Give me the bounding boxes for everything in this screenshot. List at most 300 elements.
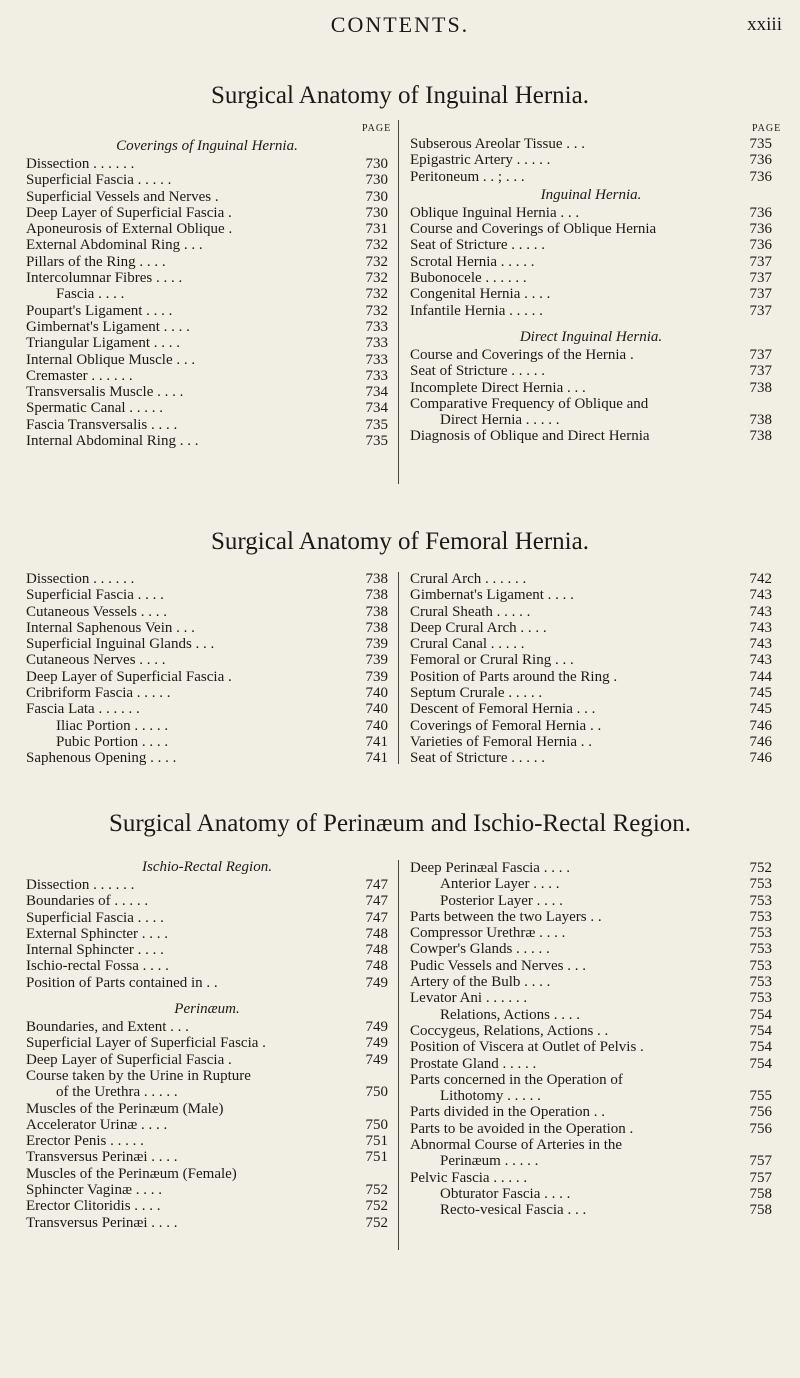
toc-entry-page: 747 <box>365 893 388 910</box>
toc-entry-page: 741 <box>365 733 388 750</box>
toc-entry-page: 743 <box>749 603 772 620</box>
toc-entry-title: Internal Oblique Muscle . . . <box>26 351 196 368</box>
toc-entry-title: Superficial Fascia . . . . <box>26 587 164 604</box>
toc-entry-page: 758 <box>749 1202 772 1219</box>
toc-entry <box>26 1117 388 1133</box>
toc-entry <box>410 1153 772 1169</box>
running-title: CONTENTS. <box>330 12 470 37</box>
toc-entry <box>410 169 772 185</box>
toc-entry-title: Deep Layer of Superficial Fascia . <box>26 204 232 221</box>
toc-entry-page: 735 <box>365 433 388 450</box>
toc-entry-page: 730 <box>365 172 388 189</box>
toc-entry <box>26 926 388 942</box>
toc-entry <box>26 1019 388 1035</box>
toc-entry-title: Artery of the Bulb . . . . <box>410 974 551 991</box>
toc-entry-title: Fascia . . . . <box>56 286 125 303</box>
toc-entry <box>410 1056 772 1072</box>
toc-entry-page: 746 <box>749 750 772 767</box>
toc-entry <box>410 701 772 717</box>
toc-entry-page: 740 <box>365 701 388 718</box>
toc-entry-title: Relations, Actions . . . . <box>440 1006 580 1023</box>
toc-entry <box>26 1198 388 1214</box>
toc-entry-title: Peritoneum . . ; . . . <box>410 168 525 185</box>
toc-entry-page: 733 <box>365 335 388 352</box>
toc-entry-page: 737 <box>749 302 772 319</box>
toc-entry-title: Position of Parts around the Ring . <box>410 668 618 685</box>
toc-entry-page: 742 <box>749 571 772 587</box>
toc-entry <box>410 428 772 444</box>
toc-entry-page: 730 <box>365 188 388 205</box>
toc-entry-title: Superficial Fascia . . . . <box>26 909 164 926</box>
toc-entry-title: Oblique Inguinal Hernia . . . <box>410 204 580 221</box>
toc-entry-page: 752 <box>365 1214 388 1231</box>
toc-entry <box>410 1104 772 1120</box>
toc-entry-title: Superficial Inguinal Glands . . . <box>26 636 215 653</box>
toc-entry-page: 745 <box>749 685 772 702</box>
toc-entry-title: Sphincter Vaginæ . . . . <box>26 1182 162 1199</box>
toc-entry <box>410 152 772 168</box>
toc-entry-page: 736 <box>749 204 772 221</box>
toc-entry-page: 737 <box>749 286 772 303</box>
toc-entry <box>410 636 772 652</box>
toc-entry <box>410 941 772 957</box>
toc-entry-title: Incomplete Direct Hernia . . . <box>410 379 586 396</box>
toc-entry-page: 743 <box>749 619 772 636</box>
toc-entry <box>26 303 388 319</box>
toc-entry <box>410 1039 772 1055</box>
toc-entry-title: Seat of Stricture . . . . . <box>410 363 545 380</box>
toc-entry <box>26 701 388 717</box>
toc-entry-title: Cowper's Glands . . . . . <box>410 941 550 958</box>
toc-entry-title: Compressor Urethræ . . . . <box>410 925 566 942</box>
femoral-right-column <box>410 571 772 767</box>
toc-entry <box>26 433 388 449</box>
toc-entry-title: Gimbernat's Ligament . . . . <box>26 318 190 335</box>
toc-entry-page: 747 <box>365 877 388 893</box>
toc-entry <box>410 136 772 152</box>
toc-entry <box>410 380 772 396</box>
toc-entry <box>26 750 388 766</box>
toc-entry <box>26 352 388 368</box>
toc-entry <box>410 958 772 974</box>
toc-entry-title: Pudic Vessels and Nerves . . . <box>410 957 586 974</box>
toc-entry <box>410 286 772 302</box>
toc-entry-page: 749 <box>365 1019 388 1036</box>
toc-entry-page: 743 <box>749 652 772 669</box>
toc-entry-page: 750 <box>365 1084 388 1101</box>
toc-entry-title: Descent of Femoral Hernia . . . <box>410 701 596 718</box>
toc-entry-title: Dissection . . . . . . <box>26 571 135 587</box>
toc-entry-page: 749 <box>365 1051 388 1068</box>
toc-entry-page: 737 <box>749 363 772 380</box>
toc-entry-title: Fascia Lata . . . . . . <box>26 701 140 718</box>
toc-entry <box>410 1007 772 1023</box>
toc-entry-page: 752 <box>749 860 772 876</box>
toc-entry <box>410 925 772 941</box>
toc-entry <box>26 384 388 400</box>
toc-entry <box>410 303 772 319</box>
toc-entry-continued: Muscles of the Perinæum (Female) <box>26 1165 237 1182</box>
toc-entry-page: 753 <box>749 876 772 893</box>
toc-entry-page: 738 <box>749 379 772 396</box>
toc-entry-title: Transversus Perinæi . . . . <box>26 1149 178 1166</box>
toc-entry-title: Parts to be avoided in the Operation . <box>410 1120 634 1137</box>
toc-entry-page: 735 <box>749 136 772 152</box>
toc-entry-title: Internal Abdominal Ring . . . <box>26 433 199 450</box>
toc-entry-title: External Sphincter . . . . <box>26 925 169 942</box>
toc-entry <box>26 189 388 205</box>
toc-entry-page: 746 <box>749 717 772 734</box>
toc-entry <box>410 990 772 1006</box>
toc-entry <box>410 412 772 428</box>
toc-entry-page: 733 <box>365 351 388 368</box>
toc-entry <box>410 909 772 925</box>
toc-entry-title: Superficial Vessels and Nerves . <box>26 188 219 205</box>
toc-entry-page: 739 <box>365 668 388 685</box>
toc-entry-page: 738 <box>749 412 772 429</box>
toc-entry-page: 738 <box>749 428 772 445</box>
toc-entry <box>26 1052 388 1068</box>
toc-entry <box>410 652 772 668</box>
toc-entry-page: 741 <box>365 750 388 767</box>
toc-entry <box>26 1035 388 1051</box>
toc-entry-title: Posterior Layer . . . . <box>440 892 563 909</box>
toc-entry <box>410 347 772 363</box>
toc-entry-title: Iliac Portion . . . . . <box>56 717 169 734</box>
toc-entry-title: Fascia Transversalis . . . . <box>26 416 178 433</box>
toc-entry-title: Obturator Fascia . . . . <box>440 1185 571 1202</box>
toc-entry-title: Erector Penis . . . . . <box>26 1133 144 1150</box>
toc-entry-page: 754 <box>749 1006 772 1023</box>
toc-entry-page: 753 <box>749 957 772 974</box>
toc-entry-page: 749 <box>365 974 388 991</box>
toc-entry-page: 752 <box>365 1198 388 1215</box>
toc-entry-page: 731 <box>365 221 388 238</box>
toc-entry <box>26 604 388 620</box>
inguinal-left-column <box>26 136 388 449</box>
toc-entry <box>26 620 388 636</box>
toc-entry-page: 735 <box>365 416 388 433</box>
toc-entry-page: 739 <box>365 652 388 669</box>
toc-entry <box>410 718 772 734</box>
toc-entry-page: 751 <box>365 1149 388 1166</box>
toc-entry <box>410 221 772 237</box>
toc-entry-page: 738 <box>365 603 388 620</box>
toc-entry-page: 732 <box>365 237 388 254</box>
toc-entry <box>26 335 388 351</box>
toc-entry <box>26 877 388 893</box>
toc-entry <box>410 1088 772 1104</box>
toc-entry-continued: Comparative Frequency of Oblique and <box>410 395 649 412</box>
toc-entry-page: 737 <box>749 346 772 363</box>
toc-entry-page: 732 <box>365 302 388 319</box>
toc-entry-title: Direct Hernia . . . . . <box>440 412 560 429</box>
toc-entry-title: Prostate Gland . . . . . <box>410 1055 537 1072</box>
toc-entry-title: Aponeurosis of External Oblique . <box>26 221 233 238</box>
toc-entry-page: 743 <box>749 587 772 604</box>
toc-entry <box>26 1133 388 1149</box>
toc-entry-title: Dissection . . . . . . <box>26 156 135 172</box>
toc-entry <box>26 237 388 253</box>
toc-entry <box>26 319 388 335</box>
toc-entry <box>26 669 388 685</box>
toc-entry-page: 755 <box>749 1088 772 1105</box>
toc-entry-page: 737 <box>749 270 772 287</box>
perineum-left-column <box>26 857 388 1231</box>
subsection-heading: Coverings of Inguinal Hernia. <box>116 138 298 154</box>
toc-entry-page: 754 <box>749 1022 772 1039</box>
toc-entry-page: 754 <box>749 1055 772 1072</box>
toc-entry-title: Pubic Portion . . . . <box>56 733 169 750</box>
toc-entry-title: Superficial Fascia . . . . . <box>26 172 172 189</box>
toc-entry-title: Deep Perinæal Fascia . . . . <box>410 860 570 876</box>
toc-entry-title: Deep Layer of Superficial Fascia . <box>26 668 232 685</box>
toc-entry-page: 750 <box>365 1116 388 1133</box>
toc-entry-title: Perinæum . . . . . <box>440 1153 539 1170</box>
toc-entry-page: 756 <box>749 1104 772 1121</box>
toc-entry-title: Coverings of Femoral Hernia . . <box>410 717 602 734</box>
toc-entry <box>410 876 772 892</box>
toc-entry <box>410 237 772 253</box>
page-column-label-left: PAGE <box>362 123 392 134</box>
toc-entry-page: 758 <box>749 1185 772 1202</box>
toc-entry-title: Cutaneous Nerves . . . . <box>26 652 166 669</box>
toc-entry-title: Transversus Perinæi . . . . <box>26 1214 178 1231</box>
toc-entry-page: 730 <box>365 204 388 221</box>
toc-entry <box>410 974 772 990</box>
toc-entry-title: Parts between the two Layers . . <box>410 908 602 925</box>
column-divider <box>398 120 399 484</box>
femoral-left-column <box>26 571 388 767</box>
toc-entry-title: Diagnosis of Oblique and Direct Hernia <box>410 428 650 445</box>
toc-entry-page: 753 <box>749 925 772 942</box>
toc-entry-continued: Parts concerned in the Operation of <box>410 1071 623 1088</box>
toc-entry-title: Internal Saphenous Vein . . . <box>26 619 195 636</box>
toc-entry <box>26 942 388 958</box>
toc-entry <box>26 254 388 270</box>
toc-entry-page: 747 <box>365 909 388 926</box>
subsection-heading: Direct Inguinal Hernia. <box>519 328 663 345</box>
toc-entry <box>26 400 388 416</box>
toc-entry-title: Triangular Ligament . . . . <box>26 335 181 352</box>
toc-entry <box>26 893 388 909</box>
toc-entry <box>410 620 772 636</box>
toc-entry-page: 743 <box>749 636 772 653</box>
toc-entry-page: 746 <box>749 733 772 750</box>
subsection-heading: Inguinal Hernia. <box>540 186 642 203</box>
toc-entry-title: Ischio-rectal Fossa . . . . <box>26 958 169 975</box>
toc-entry-title: Accelerator Urinæ . . . . <box>26 1116 168 1133</box>
toc-entry <box>26 734 388 750</box>
toc-entry-title: Course and Coverings of Oblique Hernia <box>410 221 657 238</box>
toc-entry-page: 732 <box>365 253 388 270</box>
toc-entry-title: Bubonocele . . . . . . <box>410 270 527 287</box>
toc-entry-page: 734 <box>365 384 388 401</box>
toc-entry-title: External Abdominal Ring . . . <box>26 237 203 254</box>
inguinal-right-column <box>410 136 772 445</box>
toc-entry-page: 751 <box>365 1133 388 1150</box>
toc-entry-title: Intercolumnar Fibres . . . . <box>26 270 183 287</box>
toc-entry <box>26 205 388 221</box>
toc-entry-page: 733 <box>365 367 388 384</box>
toc-entry-page: 740 <box>365 685 388 702</box>
toc-entry <box>26 172 388 188</box>
toc-entry-title: Seat of Stricture . . . . . <box>410 237 545 254</box>
toc-entry-page: 734 <box>365 400 388 417</box>
toc-entry <box>26 910 388 926</box>
toc-entry <box>410 734 772 750</box>
toc-entry <box>26 718 388 734</box>
toc-entry-title: Congenital Hernia . . . . <box>410 286 551 303</box>
toc-entry-title: Gimbernat's Ligament . . . . <box>410 587 574 604</box>
toc-entry <box>410 604 772 620</box>
subsection-heading: Ischio-Rectal Region. <box>142 859 272 875</box>
toc-entry-title: Infantile Hernia . . . . . <box>410 302 543 319</box>
toc-entry <box>26 571 388 587</box>
toc-entry-page: 753 <box>749 974 772 991</box>
toc-entry-page: 752 <box>365 1182 388 1199</box>
toc-entry <box>410 571 772 587</box>
toc-entry-title: Parts divided in the Operation . . <box>410 1104 605 1121</box>
toc-entry-page: 753 <box>749 892 772 909</box>
toc-entry-page: 748 <box>365 925 388 942</box>
section-title-perineum: Surgical Anatomy of Perinæum and Ischio-Rectal Region. <box>108 810 692 837</box>
toc-entry <box>410 587 772 603</box>
section-title-inguinal: Surgical Anatomy of Inguinal Hernia. <box>211 82 589 109</box>
toc-entry-page: 745 <box>749 701 772 718</box>
toc-entry-page: 736 <box>749 221 772 238</box>
toc-entry <box>410 1170 772 1186</box>
toc-entry-title: Saphenous Opening . . . . <box>26 750 177 767</box>
toc-entry-page: 756 <box>749 1120 772 1137</box>
toc-entry-page: 738 <box>365 619 388 636</box>
toc-entry-title: Internal Sphincter . . . . <box>26 942 164 959</box>
column-divider <box>398 572 399 764</box>
toc-entry-title: Pelvic Fascia . . . . . <box>410 1169 528 1186</box>
toc-entry-page: 739 <box>365 636 388 653</box>
toc-entry-page: 740 <box>365 717 388 734</box>
toc-entry-title: Coccygeus, Relations, Actions . . <box>410 1022 609 1039</box>
toc-entry <box>26 1215 388 1231</box>
toc-entry-title: Position of Viscera at Outlet of Pelvis . <box>410 1039 644 1056</box>
toc-entry-title: Femoral or Crural Ring . . . <box>410 652 574 669</box>
toc-entry-title: Dissection . . . . . . <box>26 877 135 893</box>
toc-entry <box>410 363 772 379</box>
toc-entry-page: 733 <box>365 318 388 335</box>
toc-entry-page: 757 <box>749 1169 772 1186</box>
toc-entry <box>26 636 388 652</box>
toc-entry <box>410 750 772 766</box>
toc-entry-page: 736 <box>749 237 772 254</box>
toc-entry <box>410 254 772 270</box>
toc-entry <box>26 417 388 433</box>
running-header <box>0 12 800 42</box>
page-column-label-right: PAGE <box>752 123 782 134</box>
toc-entry <box>26 368 388 384</box>
toc-entry <box>26 587 388 603</box>
toc-entry-continued: Course taken by the Urine in Rupture <box>26 1067 251 1084</box>
toc-entry-continued: Abnormal Course of Arteries in the <box>410 1137 623 1154</box>
toc-entry-page: 730 <box>365 156 388 172</box>
toc-entry-title: Boundaries, and Extent . . . <box>26 1019 189 1036</box>
perineum-right-column <box>410 860 772 1219</box>
toc-entry-title: Crural Arch . . . . . . <box>410 571 527 587</box>
toc-entry-title: Position of Parts contained in . . <box>26 974 218 991</box>
toc-entry-page: 753 <box>749 908 772 925</box>
toc-entry-title: Crural Canal . . . . . <box>410 636 525 653</box>
toc-entry-title: Epigastric Artery . . . . . <box>410 152 551 169</box>
toc-entry-page: 748 <box>365 958 388 975</box>
toc-entry-page: 732 <box>365 270 388 287</box>
toc-entry <box>410 270 772 286</box>
toc-entry-title: of the Urethra . . . . . <box>56 1084 178 1101</box>
toc-entry-title: Deep Crural Arch . . . . <box>410 619 547 636</box>
toc-entry-title: Recto-vesical Fascia . . . <box>440 1202 587 1219</box>
toc-entry-page: 744 <box>749 668 772 685</box>
toc-entry <box>26 270 388 286</box>
toc-entry-page: 736 <box>749 152 772 169</box>
toc-entry <box>410 1121 772 1137</box>
toc-entry-title: Subserous Areolar Tissue . . . <box>410 136 586 152</box>
toc-entry-title: Course and Coverings of the Hernia . <box>410 346 634 363</box>
toc-entry-title: Levator Ani . . . . . . <box>410 990 528 1007</box>
toc-entry <box>26 975 388 991</box>
toc-entry-title: Deep Layer of Superficial Fascia . <box>26 1051 232 1068</box>
toc-entry-page: 737 <box>749 253 772 270</box>
toc-entry-title: Crural Sheath . . . . . <box>410 603 531 620</box>
toc-entry-page: 736 <box>749 168 772 185</box>
toc-entry-title: Cremaster . . . . . . <box>26 367 133 384</box>
toc-entry <box>410 1023 772 1039</box>
toc-entry-page: 757 <box>749 1153 772 1170</box>
toc-entry-title: Transversalis Muscle . . . . <box>26 384 184 401</box>
toc-entry <box>26 286 388 302</box>
toc-entry <box>410 1202 772 1218</box>
subsection-heading: Perinæum. <box>174 1001 240 1018</box>
toc-entry-page: 754 <box>749 1039 772 1056</box>
toc-entry <box>26 1182 388 1198</box>
toc-entry-continued: Muscles of the Perinæum (Male) <box>26 1100 224 1117</box>
toc-entry-page: 738 <box>365 587 388 604</box>
toc-entry-title: Cutaneous Vessels . . . . <box>26 603 167 620</box>
toc-entry-title: Erector Clitoridis . . . . <box>26 1198 161 1215</box>
toc-entry-title: Pillars of the Ring . . . . <box>26 253 166 270</box>
toc-entry-page: 748 <box>365 942 388 959</box>
toc-entry <box>410 205 772 221</box>
toc-entry <box>410 860 772 876</box>
toc-entry-page: 749 <box>365 1035 388 1052</box>
toc-entry-title: Superficial Layer of Superficial Fascia . <box>26 1035 266 1052</box>
toc-entry-page: 738 <box>365 571 388 587</box>
toc-entry <box>26 1084 388 1100</box>
toc-entry <box>410 1186 772 1202</box>
toc-entry-title: Boundaries of . . . . . <box>26 893 149 910</box>
toc-entry-page: 753 <box>749 941 772 958</box>
toc-entry <box>410 669 772 685</box>
section-title-femoral: Surgical Anatomy of Femoral Hernia. <box>211 528 589 555</box>
toc-entry-title: Septum Crurale . . . . . <box>410 685 543 702</box>
page-number: xxiii <box>747 14 782 35</box>
toc-entry <box>26 685 388 701</box>
toc-entry-title: Seat of Stricture . . . . . <box>410 750 545 767</box>
toc-entry-title: Poupart's Ligament . . . . <box>26 302 173 319</box>
toc-entry <box>410 685 772 701</box>
toc-entry-title: Cribriform Fascia . . . . . <box>26 685 171 702</box>
column-divider <box>398 860 399 1250</box>
toc-entry-title: Lithotomy . . . . . <box>440 1088 541 1105</box>
toc-entry <box>26 1149 388 1165</box>
toc-entry-page: 732 <box>365 286 388 303</box>
